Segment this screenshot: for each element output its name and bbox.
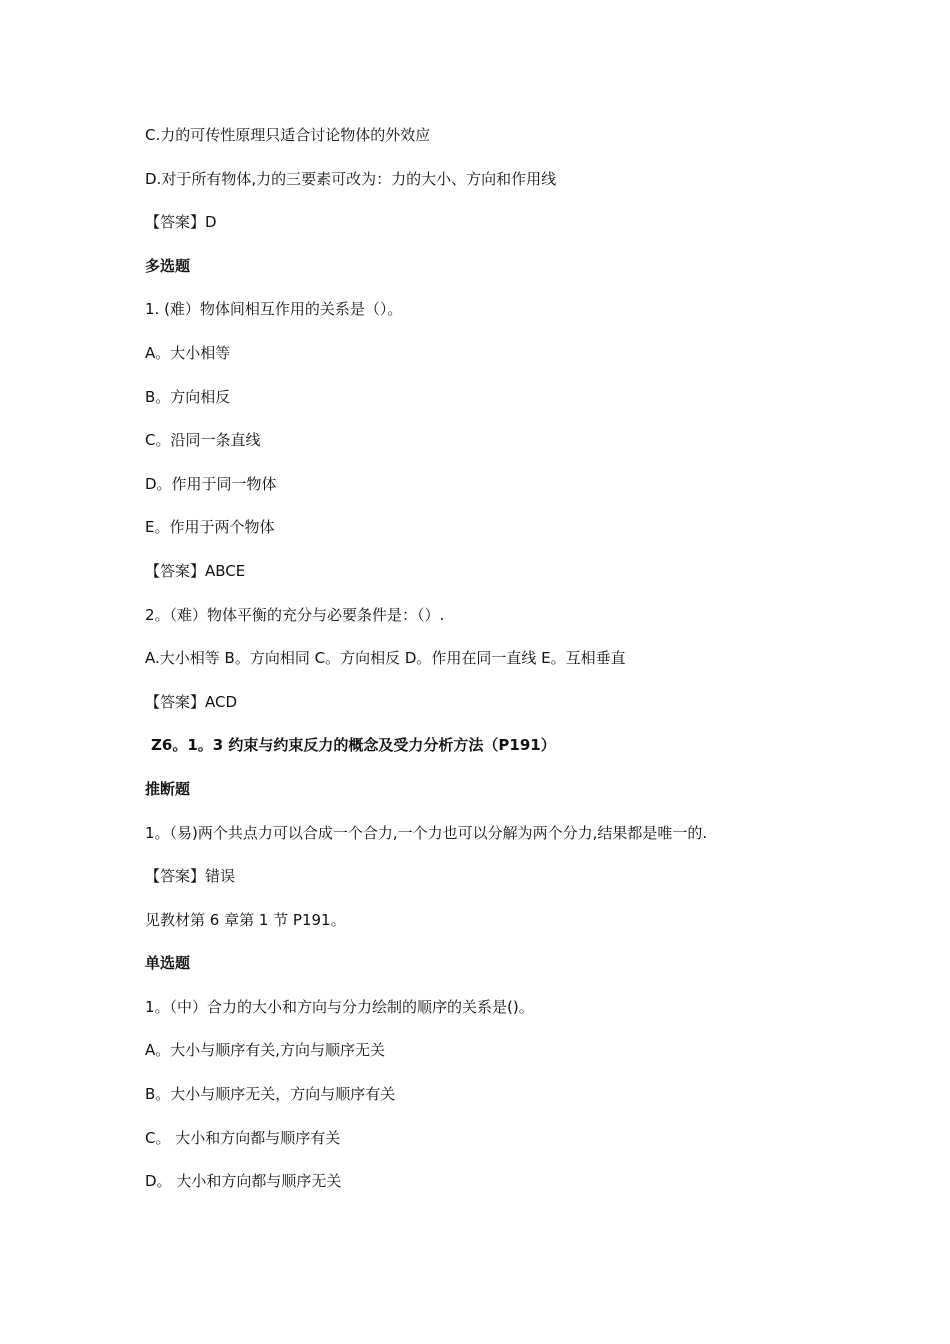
option-d-line: D。作用于同一物体	[145, 474, 277, 493]
question-line: 1. (难）物体间相互作用的关系是（）。	[145, 300, 403, 319]
option-c-line: C。 大小和方向都与顺序有关	[145, 1128, 341, 1147]
option-a-line: A。大小相等	[145, 343, 231, 362]
question-line: 1。（中）合力的大小和方向与分力绘制的顺序的关系是()。	[145, 997, 534, 1016]
answer-line: 【答案】ABCE	[145, 561, 246, 580]
option-d-line: D.对于所有物体,力的三要素可改为：力的大小、方向和作用线	[145, 169, 557, 188]
section-heading-single-choice: 单选题	[145, 954, 191, 973]
option-d-line: D。 大小和方向都与顺序无关	[145, 1172, 342, 1191]
answer-line: 【答案】D	[145, 213, 217, 232]
option-a-line: A。大小与顺序有关,方向与顺序无关	[145, 1041, 386, 1060]
question-line: 2。（难）物体平衡的充分与必要条件是：（）.	[145, 605, 445, 624]
answer-line: 【答案】错误	[145, 867, 236, 886]
question-line: 1。（易)两个共点力可以合成一个合力,一个力也可以分解为两个分力,结果都是唯一的.	[145, 823, 708, 842]
reference-line: 见教材第 6 章第 1 节 P191。	[145, 910, 346, 929]
answer-line: 【答案】ACD	[145, 692, 238, 711]
section-heading-judgement: 推断题	[145, 779, 191, 798]
option-b-line: B。大小与顺序无关，方向与顺序有关	[145, 1085, 396, 1104]
chapter-heading: Z6。1。3 约束与约束反力的概念及受力分析方法（P191）	[151, 736, 556, 755]
option-c-line: C。沿同一条直线	[145, 431, 261, 450]
option-b-line: B。方向相反	[145, 387, 231, 406]
option-c-line: C.力的可传性原理只适合讨论物体的外效应	[145, 126, 431, 144]
section-heading-multiple-choice: 多选题	[145, 256, 191, 275]
options-inline-line: A.大小相等 B。方向相同 C。方向相反 D。作用在同一直线 E。互相垂直	[145, 649, 626, 668]
option-e-line: E。作用于两个物体	[145, 518, 275, 537]
